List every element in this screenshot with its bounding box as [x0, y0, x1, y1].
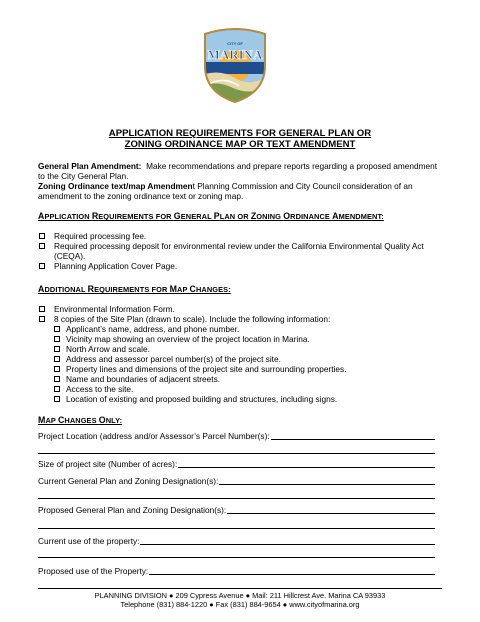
- field-proposed-designation[interactable]: [38, 505, 435, 515]
- list-item: Required processing deposit for environmental review under the California Environmental Quality Act (CEQA).: [38, 241, 446, 261]
- checkbox-icon: [54, 366, 60, 372]
- fill-in-line[interactable]: [227, 505, 435, 514]
- list-item: Required processing fee.: [38, 231, 446, 241]
- fill-in-line[interactable]: [38, 528, 435, 529]
- intro-general-plan: [38, 161, 442, 181]
- list-item: Planning Application Cover Page.: [38, 261, 446, 271]
- city-of-marina-logo: [199, 26, 271, 104]
- checkbox-icon: [54, 346, 60, 352]
- field-label: Proposed General Plan and Zoning Designation(s):: [38, 505, 227, 515]
- fill-in-line[interactable]: [38, 498, 435, 499]
- checkbox-icon: [39, 233, 45, 239]
- checkbox-icon: [54, 356, 60, 362]
- checkbox-icon: [39, 263, 45, 269]
- section-heading-application: APPLICATION REQUIREMENTS FOR GENERAL PLAN OR ZONING ORDINANCE AMENDMENT:: [38, 211, 384, 221]
- gpa-label: General Plan Amendment:: [38, 161, 142, 171]
- field-label: Size of project site (Number of acres):: [38, 459, 178, 469]
- fill-in-line[interactable]: [38, 453, 435, 454]
- fill-in-line[interactable]: [140, 536, 435, 545]
- field-label: Current General Plan and Zoning Designation(s):: [38, 476, 219, 486]
- fill-in-line[interactable]: [38, 557, 435, 558]
- title-line-1: APPLICATION REQUIREMENTS FOR GENERAL PLAN OR: [108, 128, 372, 139]
- list-subitem: Vicinity map showing an overview of the project location in Marina.: [38, 334, 446, 344]
- checkbox-icon: [39, 316, 45, 322]
- list-subitem: Applicant’s name, address, and phone number.: [38, 324, 446, 334]
- field-proposed-use[interactable]: [38, 566, 435, 576]
- field-project-location[interactable]: [38, 431, 435, 441]
- checkbox-icon: [54, 396, 60, 402]
- checkbox-icon: [39, 306, 45, 312]
- fill-in-line[interactable]: [178, 459, 435, 468]
- zo-label: Zoning Ordinance text/map Amendmen: [38, 181, 193, 191]
- list-subitem: Address and assessor parcel number(s) of the project site.: [38, 354, 446, 364]
- document-title: [0, 128, 480, 150]
- list-subitem: Property lines and dimensions of the project site and surrounding properties.: [38, 364, 446, 374]
- footer-divider: [38, 588, 442, 589]
- checkbox-icon: [54, 386, 60, 392]
- list-subitem: Location of existing and proposed building and structures, including signs.: [38, 394, 446, 404]
- list-item: 8 copies of the Site Plan (drawn to scale). Include the following information:: [38, 314, 446, 324]
- fill-in-line[interactable]: [219, 476, 435, 485]
- fill-in-line[interactable]: [271, 431, 435, 440]
- title-line-2: ZONING ORDINANCE MAP OR TEXT AMENDMENT: [124, 139, 356, 150]
- section-heading-map-changes: MAP CHANGES ONLY:: [38, 415, 123, 425]
- field-current-designation[interactable]: [38, 476, 435, 486]
- additional-requirements-list: [38, 304, 446, 404]
- zo-text: t Planning Commission and City Council consideration of an amendment to the zoning ordinance text or zoning map.: [38, 181, 413, 202]
- section-heading-additional: ADDITIONAL REQUIREMENTS FOR MAP CHANGES:: [38, 284, 231, 294]
- checkbox-icon: [54, 376, 60, 382]
- field-label: Current use of the property:: [38, 536, 140, 546]
- field-label: Proposed use of the Property:: [38, 566, 149, 576]
- checkbox-icon: [54, 326, 60, 332]
- gpa-text: Make recommendations and prepare reports regarding a proposed amendment to the City General Plan.: [38, 161, 438, 182]
- logo-name-text: MARINA: [207, 47, 263, 62]
- field-site-size[interactable]: [38, 459, 435, 469]
- checkbox-icon: [54, 336, 60, 342]
- field-current-use[interactable]: [38, 536, 435, 546]
- logo-top-text: CITY OF: [227, 41, 243, 46]
- fill-in-line[interactable]: [149, 566, 435, 575]
- checkbox-icon: [39, 243, 45, 249]
- footer-address: PLANNING DIVISION ● 209 Cypress Avenue ● Mail: 211 Hillcrest Ave. Marina CA 93933: [94, 591, 386, 600]
- footer-contact: Telephone (831) 884-1220 ● Fax (831) 884-9654 ● www.cityofmarina.org: [120, 600, 360, 609]
- field-label: Project Location (address and/or Assessor’s Parcel Number(s):: [38, 431, 270, 441]
- list-subitem: Access to the site.: [38, 384, 446, 394]
- intro-zoning: [38, 181, 442, 201]
- list-item: Environmental Information Form.: [38, 304, 446, 314]
- application-requirements-list: [38, 231, 446, 271]
- list-subitem: North Arrow and scale.: [38, 344, 446, 354]
- list-subitem: Name and boundaries of adjacent streets.: [38, 374, 446, 384]
